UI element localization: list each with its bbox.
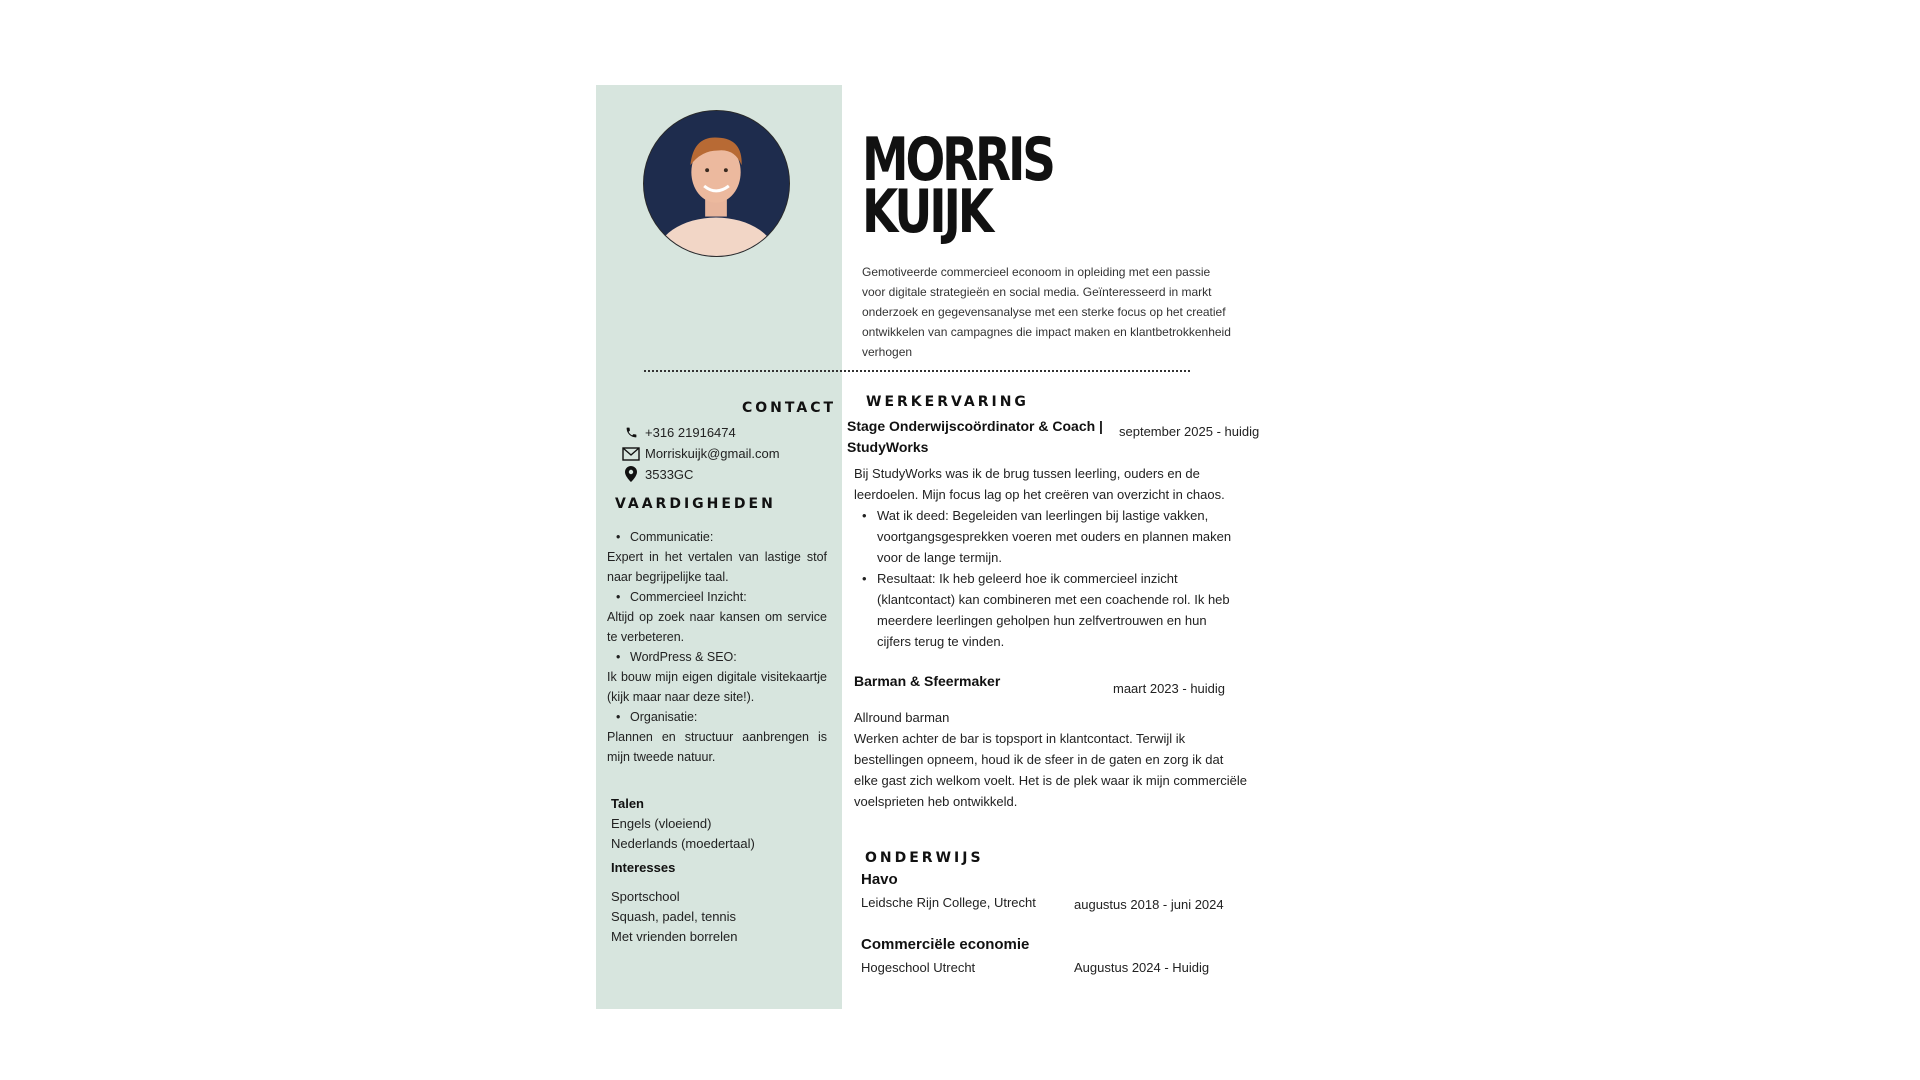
skill-name: • WordPress & SEO: bbox=[607, 647, 827, 667]
education-school: Hogeschool Utrecht bbox=[861, 960, 976, 975]
profile-summary: Gemotiveerde commercieel econoom in opleiding met een passie voor digitale strategieën en social media. Geïnteresseerd in markt onderzoek en gegevensanalyse met een sterke focus op het creatief ontwikkelen van campagnes die impact maken en klantbetrokkenheid verhogen bbox=[862, 265, 1231, 359]
candidate-name bbox=[862, 125, 1053, 247]
mail-icon bbox=[620, 447, 642, 461]
skill-description: Ik bouw mijn eigen digitale visitekaartje (kijk maar naar deze site!). bbox=[607, 670, 827, 704]
interests-heading: Interesses bbox=[611, 860, 676, 875]
languages-section bbox=[611, 794, 755, 854]
language-item: Engels (vloeiend) bbox=[611, 816, 712, 831]
skill-name: • Communicatie: bbox=[607, 527, 827, 547]
interest-item: Met vrienden borrelen bbox=[611, 929, 738, 944]
dotted-divider bbox=[644, 370, 1190, 372]
skill-description: Expert in het vertalen van lastige stof naar begrijpelijke taal. bbox=[607, 550, 827, 584]
skills-list bbox=[607, 527, 827, 767]
job-title-line: StudyWorks bbox=[847, 439, 929, 455]
email-address: Morriskuijk@gmail.com bbox=[645, 446, 780, 461]
person-avatar-icon bbox=[644, 111, 789, 256]
interest-item: Squash, padel, tennis bbox=[611, 909, 737, 924]
first-name: MORRIS bbox=[862, 125, 1053, 195]
job-title-line: Stage Onderwijscoördinator & Coach | bbox=[847, 418, 1103, 434]
interests-section bbox=[611, 858, 737, 947]
skill-name: • Commercieel Inzicht: bbox=[607, 587, 827, 607]
languages-heading: Talen bbox=[611, 796, 644, 811]
job-subtitle: Allround barman bbox=[854, 710, 950, 725]
skill-name: • Organisatie: bbox=[607, 707, 827, 727]
job-intro: Bij StudyWorks was ik de brug tussen leerling, ouders en de leerdoelen. Mijn focus lag op het creëren van overzicht in chaos. bbox=[854, 466, 1225, 502]
skill-description: Altijd op zoek naar kansen om service te verbeteren. bbox=[607, 610, 827, 644]
education-degree: Havo bbox=[861, 871, 898, 888]
location-text: 3533GC bbox=[645, 466, 694, 482]
education-degree: Commerciële economie bbox=[861, 936, 1030, 953]
contact-email bbox=[620, 446, 780, 461]
profile-photo bbox=[643, 110, 790, 257]
education-date: Augustus 2024 - Huidig bbox=[1074, 960, 1210, 975]
last-name: KUIJK bbox=[862, 177, 991, 247]
phone-number: +316 21916474 bbox=[645, 425, 736, 440]
job-date: maart 2023 - huidig bbox=[1113, 681, 1226, 696]
skill-description: Plannen en structuur aanbrengen is mijn tweede natuur. bbox=[607, 730, 827, 764]
phone-icon bbox=[620, 426, 642, 439]
job-bullet: • Wat ik deed: Begeleiden van leerlingen bij lastige vakken, voortgangsgesprekken voeren met ouders en plannen maken voor de lange termijn. bbox=[854, 505, 1244, 568]
experience-heading: WERKERVARING bbox=[866, 394, 1029, 410]
interest-item: Sportschool bbox=[611, 889, 680, 904]
job-description bbox=[854, 463, 1244, 652]
education-heading: ONDERWIJS bbox=[865, 850, 984, 866]
job-bullets bbox=[854, 505, 1244, 652]
job-bullet: • Resultaat: Ik heb geleerd hoe ik commercieel inzicht (klantcontact) kan combineren met een coachende rol. Ik heb meerdere leerlingen geholpen hun zelfvertrouwen en hun cijfers terug te vinden. bbox=[854, 568, 1244, 652]
job-description bbox=[854, 707, 1249, 812]
education-school: Leidsche Rijn College, Utrecht bbox=[861, 895, 1036, 910]
job-title: Barman & Sfeermaker bbox=[854, 673, 1001, 689]
contact-phone bbox=[620, 425, 736, 440]
education-date: augustus 2018 - juni 2024 bbox=[1074, 897, 1224, 912]
skills-heading: VAARDIGHEDEN bbox=[615, 496, 776, 512]
job-title bbox=[847, 416, 1103, 458]
job-text: Werken achter de bar is topsport in klantcontact. Terwijl ik bestellingen opneem, houd ik de sfeer in de gaten en zorg ik dat elke gast zich welkom voelt. Het is de plek waar ik mijn commerciële voelsprieten heb ontwikkeld. bbox=[854, 731, 1248, 809]
job-date: september 2025 - huidig bbox=[1119, 424, 1260, 439]
contact-location bbox=[620, 466, 693, 482]
language-item: Nederlands (moedertaal) bbox=[611, 836, 755, 851]
location-pin-icon bbox=[620, 466, 642, 482]
contact-heading: CONTACT bbox=[742, 400, 837, 416]
